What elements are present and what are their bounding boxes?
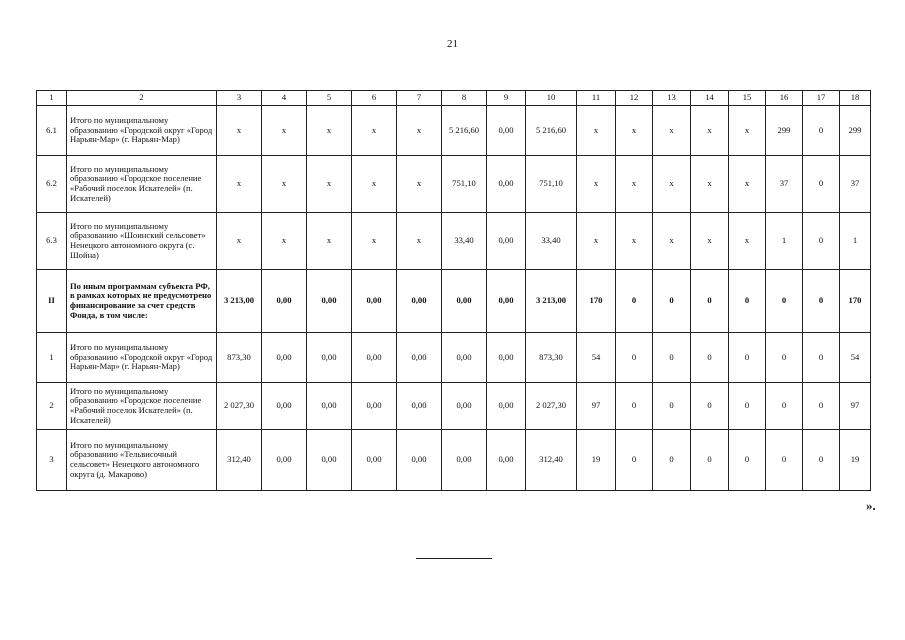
- value-cell: 0,00: [442, 270, 487, 333]
- table-row: [37, 156, 871, 213]
- value-cell: 0,00: [307, 270, 352, 333]
- value-cell: 0: [766, 430, 803, 491]
- value-cell: 0: [766, 333, 803, 383]
- value-cell: х: [691, 213, 729, 270]
- value-cell: 2 027,30: [217, 383, 262, 430]
- value-cell: х: [729, 156, 766, 213]
- header-cell: 11: [577, 91, 616, 106]
- value-cell: х: [616, 213, 653, 270]
- row-name-cell: Итого по муниципальному образованию «Городское поселение «Рабочий поселок Искателей» (п. Искателей): [67, 156, 217, 213]
- value-cell: 751,10: [442, 156, 487, 213]
- table-row: [37, 213, 871, 270]
- value-cell: 0,00: [397, 333, 442, 383]
- value-cell: 19: [840, 430, 871, 491]
- header-cell: 4: [262, 91, 307, 106]
- header-cell: 17: [803, 91, 840, 106]
- end-quote-mark: ».: [866, 498, 876, 513]
- value-cell: 0,00: [487, 213, 526, 270]
- value-cell: х: [352, 106, 397, 156]
- value-cell: 0,00: [487, 106, 526, 156]
- value-cell: 0: [803, 270, 840, 333]
- value-cell: 0: [653, 270, 691, 333]
- row-number-cell: 6.1: [37, 106, 67, 156]
- page-number: 21: [447, 38, 458, 50]
- value-cell: 0,00: [352, 333, 397, 383]
- table-row: [37, 383, 871, 430]
- value-cell: х: [262, 213, 307, 270]
- row-name-cell: По иным программам субъекта РФ, в рамках которых не предусмотрено финансирование за счет средств Фонда, в том числе:: [67, 270, 217, 333]
- value-cell: 0,00: [352, 270, 397, 333]
- row-number-cell: 1: [37, 333, 67, 383]
- header-cell: 10: [526, 91, 577, 106]
- header-cell: 5: [307, 91, 352, 106]
- table-row: [37, 106, 871, 156]
- value-cell: 0,00: [487, 383, 526, 430]
- value-cell: 0,00: [487, 430, 526, 491]
- value-cell: х: [352, 156, 397, 213]
- value-cell: 170: [840, 270, 871, 333]
- row-number-cell: II: [37, 270, 67, 333]
- value-cell: 5 216,60: [442, 106, 487, 156]
- value-cell: 33,40: [442, 213, 487, 270]
- value-cell: 873,30: [526, 333, 577, 383]
- value-cell: 0,00: [262, 333, 307, 383]
- row-number-cell: 6.3: [37, 213, 67, 270]
- value-cell: 0,00: [352, 383, 397, 430]
- value-cell: 0: [729, 430, 766, 491]
- value-cell: 0: [653, 333, 691, 383]
- value-cell: х: [729, 213, 766, 270]
- value-cell: 312,40: [217, 430, 262, 491]
- value-cell: х: [262, 156, 307, 213]
- value-cell: 5 216,60: [526, 106, 577, 156]
- value-cell: х: [616, 106, 653, 156]
- value-cell: 0: [803, 213, 840, 270]
- data-table: [36, 90, 871, 491]
- value-cell: х: [691, 106, 729, 156]
- header-cell: 3: [217, 91, 262, 106]
- value-cell: х: [691, 156, 729, 213]
- value-cell: х: [729, 106, 766, 156]
- value-cell: 1: [766, 213, 803, 270]
- value-cell: 0,00: [487, 156, 526, 213]
- value-cell: 0,00: [307, 383, 352, 430]
- value-cell: 0: [803, 333, 840, 383]
- value-cell: 0: [616, 430, 653, 491]
- value-cell: х: [616, 156, 653, 213]
- value-cell: 0: [729, 383, 766, 430]
- value-cell: х: [307, 156, 352, 213]
- value-cell: 0: [803, 430, 840, 491]
- value-cell: 0,00: [307, 430, 352, 491]
- value-cell: 873,30: [217, 333, 262, 383]
- value-cell: 0,00: [487, 333, 526, 383]
- value-cell: х: [653, 106, 691, 156]
- value-cell: х: [217, 213, 262, 270]
- header-cell: 7: [397, 91, 442, 106]
- value-cell: 54: [577, 333, 616, 383]
- value-cell: 312,40: [526, 430, 577, 491]
- value-cell: 0: [616, 270, 653, 333]
- value-cell: 33,40: [526, 213, 577, 270]
- value-cell: 37: [840, 156, 871, 213]
- value-cell: 0: [691, 333, 729, 383]
- value-cell: 0: [803, 383, 840, 430]
- value-cell: 0,00: [262, 383, 307, 430]
- value-cell: х: [397, 156, 442, 213]
- value-cell: 0,00: [262, 430, 307, 491]
- value-cell: 0: [653, 383, 691, 430]
- value-cell: х: [397, 106, 442, 156]
- value-cell: 0,00: [397, 383, 442, 430]
- row-name-cell: Итого по муниципальному образованию «Шоинский сельсовет» Ненецкого автономного округа (с. Шойна): [67, 213, 217, 270]
- row-name-cell: Итого по муниципальному образованию «Тельвисочный сельсовет» Ненецкого автономного округа (д. Макарово): [67, 430, 217, 491]
- row-number-cell: 3: [37, 430, 67, 491]
- value-cell: 54: [840, 333, 871, 383]
- value-cell: 0,00: [442, 333, 487, 383]
- value-cell: 0: [729, 333, 766, 383]
- value-cell: 0,00: [397, 430, 442, 491]
- row-name-cell: Итого по муниципальному образованию «Городское поселение «Рабочий поселок Искателей» (п. Искателей): [67, 383, 217, 430]
- value-cell: 1: [840, 213, 871, 270]
- value-cell: х: [262, 106, 307, 156]
- value-cell: х: [307, 213, 352, 270]
- header-cell: 8: [442, 91, 487, 106]
- table-row: [37, 333, 871, 383]
- row-number-cell: 2: [37, 383, 67, 430]
- value-cell: 0: [803, 106, 840, 156]
- value-cell: 0,00: [442, 383, 487, 430]
- value-cell: 97: [840, 383, 871, 430]
- value-cell: 0: [766, 270, 803, 333]
- value-cell: х: [217, 106, 262, 156]
- value-cell: 97: [577, 383, 616, 430]
- value-cell: 299: [840, 106, 871, 156]
- header-cell: 14: [691, 91, 729, 106]
- value-cell: 2 027,30: [526, 383, 577, 430]
- value-cell: 0: [766, 383, 803, 430]
- header-cell: 13: [653, 91, 691, 106]
- table-body: [37, 91, 871, 491]
- row-number-cell: 6.2: [37, 156, 67, 213]
- header-cell: 16: [766, 91, 803, 106]
- value-cell: х: [397, 213, 442, 270]
- value-cell: х: [653, 156, 691, 213]
- value-cell: 37: [766, 156, 803, 213]
- value-cell: 3 213,00: [217, 270, 262, 333]
- value-cell: 0,00: [307, 333, 352, 383]
- value-cell: х: [653, 213, 691, 270]
- value-cell: х: [577, 156, 616, 213]
- table-header-row: [37, 91, 871, 106]
- value-cell: х: [577, 213, 616, 270]
- header-cell: 12: [616, 91, 653, 106]
- header-cell: 2: [67, 91, 217, 106]
- value-cell: х: [307, 106, 352, 156]
- value-cell: 299: [766, 106, 803, 156]
- value-cell: 0: [691, 430, 729, 491]
- value-cell: х: [577, 106, 616, 156]
- table-row: [37, 270, 871, 333]
- value-cell: х: [352, 213, 397, 270]
- value-cell: 0: [691, 270, 729, 333]
- value-cell: 19: [577, 430, 616, 491]
- header-cell: 15: [729, 91, 766, 106]
- value-cell: 751,10: [526, 156, 577, 213]
- header-cell: 9: [487, 91, 526, 106]
- value-cell: 0: [616, 333, 653, 383]
- row-name-cell: Итого по муниципальному образованию «Городской округ «Город Нарьян-Мар» (г. Нарьян-Мар): [67, 106, 217, 156]
- value-cell: 0: [803, 156, 840, 213]
- header-cell: 6: [352, 91, 397, 106]
- value-cell: 0,00: [397, 270, 442, 333]
- table-row: [37, 430, 871, 491]
- value-cell: 0: [729, 270, 766, 333]
- value-cell: 3 213,00: [526, 270, 577, 333]
- header-cell: 18: [840, 91, 871, 106]
- value-cell: 0: [616, 383, 653, 430]
- value-cell: 0,00: [442, 430, 487, 491]
- value-cell: 0,00: [352, 430, 397, 491]
- value-cell: 170: [577, 270, 616, 333]
- header-cell: 1: [37, 91, 67, 106]
- value-cell: 0: [653, 430, 691, 491]
- value-cell: 0,00: [262, 270, 307, 333]
- separator-line: [416, 558, 492, 559]
- value-cell: х: [217, 156, 262, 213]
- row-name-cell: Итого по муниципальному образованию «Городской округ «Город Нарьян-Мар» (г. Нарьян-Мар): [67, 333, 217, 383]
- value-cell: 0,00: [487, 270, 526, 333]
- value-cell: 0: [691, 383, 729, 430]
